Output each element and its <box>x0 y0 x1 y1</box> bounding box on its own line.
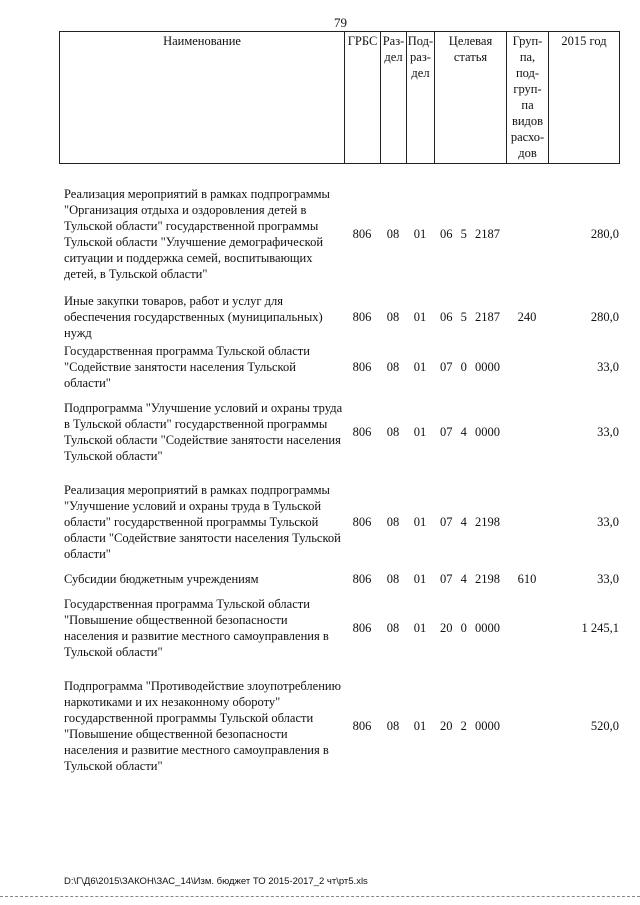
row-grbs: 806 <box>352 572 372 586</box>
row-grbs: 806 <box>352 515 372 529</box>
row-podrazdel: 01 <box>413 719 427 733</box>
row-csr: 07 4 2198 <box>440 572 500 586</box>
header-name: Наименование <box>60 32 345 164</box>
row-podrazdel: 01 <box>413 227 427 241</box>
row-grbs: 806 <box>352 310 372 324</box>
row-razdel: 08 <box>386 621 400 635</box>
row-csr: 07 0 0000 <box>440 360 500 374</box>
row-podrazdel: 01 <box>413 621 427 635</box>
footer-divider <box>0 896 640 897</box>
page-number: 79 <box>334 15 347 30</box>
row-razdel: 08 <box>386 572 400 586</box>
header-gruppa-vidov: Груп- па, под- груп- па видов расхо- дов <box>507 32 549 164</box>
row-razdel: 08 <box>386 719 400 733</box>
row-razdel: 08 <box>386 515 400 529</box>
header-celevaya-statya: Целевая статья <box>435 32 507 164</box>
header-podrazdel: Под- раз- дел <box>407 32 435 164</box>
row-grbs: 806 <box>352 227 372 241</box>
row-csr: 06 5 2187 <box>440 310 500 324</box>
header-razdel: Раз- дел <box>381 32 407 164</box>
row-name: Иные закупки товаров, работ и услуг для обеспечения государственных (муниципальных) нужд <box>64 294 323 340</box>
row-sum: 33,0 <box>597 360 619 374</box>
row-podrazdel: 01 <box>413 425 427 439</box>
row-sum: 520,0 <box>590 719 619 733</box>
row-vr: 240 <box>517 310 537 324</box>
row-name: Реализация мероприятий в рамках подпрограммы "Улучшение условий и охраны труда в Тульской области" государственной программы Тульской области "Содействие занятости населения Тульской области" <box>64 483 341 561</box>
row-name: Субсидии бюджетным учреждениям <box>64 572 259 586</box>
row-csr: 20 2 0000 <box>440 719 500 733</box>
row-podrazdel: 01 <box>413 360 427 374</box>
row-grbs: 806 <box>352 719 372 733</box>
row-sum: 33,0 <box>597 515 619 529</box>
row-name: Государственная программа Тульской области "Повышение общественной безопасности населения и развитие местного самоуправления в Тульской области" <box>64 597 329 659</box>
row-razdel: 08 <box>386 425 400 439</box>
row-podrazdel: 01 <box>413 572 427 586</box>
row-csr: 07 4 0000 <box>440 425 500 439</box>
row-name: Реализация мероприятий в рамках подпрограммы "Организация отдыха и оздоровления детей в Тульской области" государственной программы Тульской области "Улучшение демографической ситуации и поддержка семей, воспитывающих детей, в Тульской области" <box>64 187 330 281</box>
row-razdel: 08 <box>386 227 400 241</box>
row-razdel: 08 <box>386 360 400 374</box>
row-sum: 1 245,1 <box>581 621 619 635</box>
row-grbs: 806 <box>352 621 372 635</box>
table-header <box>59 31 620 164</box>
header-grbs: ГРБС <box>345 32 381 164</box>
row-podrazdel: 01 <box>413 515 427 529</box>
header-year: 2015 год <box>549 32 620 164</box>
row-sum: 280,0 <box>590 227 619 241</box>
row-name: Подпрограмма "Противодействие злоупотреблению наркотиками и их незаконному обороту" государственной программы Тульской области "Повышение общественной безопасности населения и развитие местного самоуправления в Тульской области" <box>64 679 341 773</box>
row-csr: 07 4 2198 <box>440 515 500 529</box>
row-name: Государственная программа Тульской области "Содействие занятости населения Тульской области" <box>64 344 310 390</box>
row-csr: 06 5 2187 <box>440 227 500 241</box>
row-grbs: 806 <box>352 360 372 374</box>
row-razdel: 08 <box>386 310 400 324</box>
row-sum: 33,0 <box>597 425 619 439</box>
file-path-footer: D:\Г\Д6\2015\ЗАКОН\ЗАС_14\Изм. бюджет ТО 2015-2017_2 чт\рт5.xls <box>64 876 368 887</box>
row-sum: 280,0 <box>590 310 619 324</box>
row-sum: 33,0 <box>597 572 619 586</box>
row-podrazdel: 01 <box>413 310 427 324</box>
row-grbs: 806 <box>352 425 372 439</box>
row-vr: 610 <box>517 572 537 586</box>
row-csr: 20 0 0000 <box>440 621 500 635</box>
row-name: Подпрограмма "Улучшение условий и охраны труда в Тульской области" государственной программы Тульской области "Содействие занятости населения Тульской области" <box>64 401 343 463</box>
